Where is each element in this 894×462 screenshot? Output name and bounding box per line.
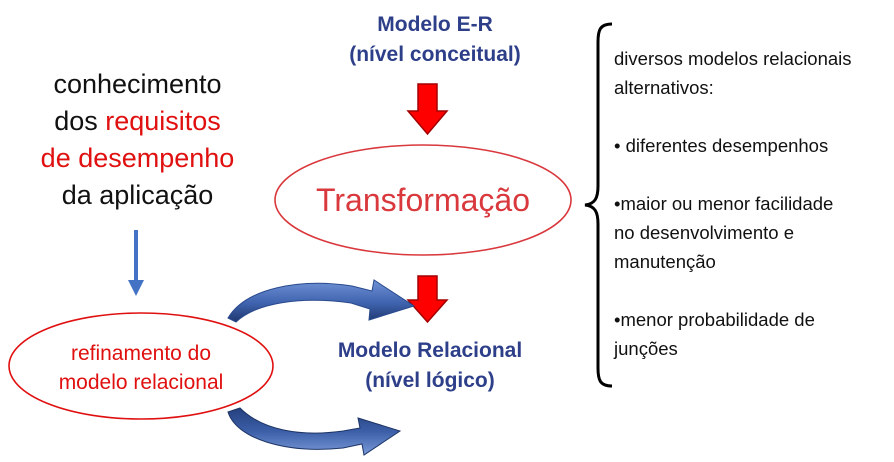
conhecimento-line2-prefix: dos (54, 106, 106, 136)
refinamento-line2: modelo relacional (58, 371, 224, 394)
modelo-relacional-line2: (nível lógico) (365, 369, 495, 392)
alternativas-list (614, 44, 852, 363)
alternativas-bullet1: • diferentes desempenhos (614, 135, 829, 156)
transformacao-label: Transformação (316, 182, 530, 218)
alternativas-bullet3-line2: junções (614, 338, 678, 359)
down-arrow-relacional-icon (408, 276, 447, 322)
alternativas-bullet3-line1: •menor probabilidade de (614, 309, 815, 330)
alternativas-bullet2-line3: manutenção (614, 251, 716, 272)
modelo-relacional-line1: Modelo Relacional (337, 339, 523, 362)
alternativas-intro-line1: diversos modelos relacionais (614, 48, 852, 69)
alternativas-bullet2-line2: no desenvolvimento e (614, 222, 794, 243)
conhecimento-text (0, 66, 275, 214)
alternativas-intro-line2: alternativos: (614, 77, 714, 98)
conhecimento-line2 (0, 103, 275, 140)
conhecimento-line3: de desempenho (40, 143, 235, 173)
down-arrow-er-icon (408, 84, 447, 134)
modelo-er-title (325, 10, 545, 70)
modelo-er-line1: Modelo E-R (377, 13, 493, 36)
alternativas-bullet2-line1: •maior ou menor facilidade (614, 193, 834, 214)
conhecimento-line4: da aplicação (61, 180, 214, 210)
refinamento-line1: refinamento do (70, 342, 212, 365)
curly-brace-icon (585, 24, 612, 386)
down-arrow-conhecimento-icon (128, 230, 144, 296)
curved-arrow-top-icon (228, 280, 414, 322)
conhecimento-requisitos: requisitos (105, 106, 221, 136)
modelo-er-line2: (nível conceitual) (349, 43, 521, 66)
curved-arrow-bottom-icon (228, 408, 400, 455)
conhecimento-line1: conhecimento (53, 69, 222, 99)
modelo-relacional-title (305, 336, 555, 396)
refinamento-text (9, 339, 273, 397)
